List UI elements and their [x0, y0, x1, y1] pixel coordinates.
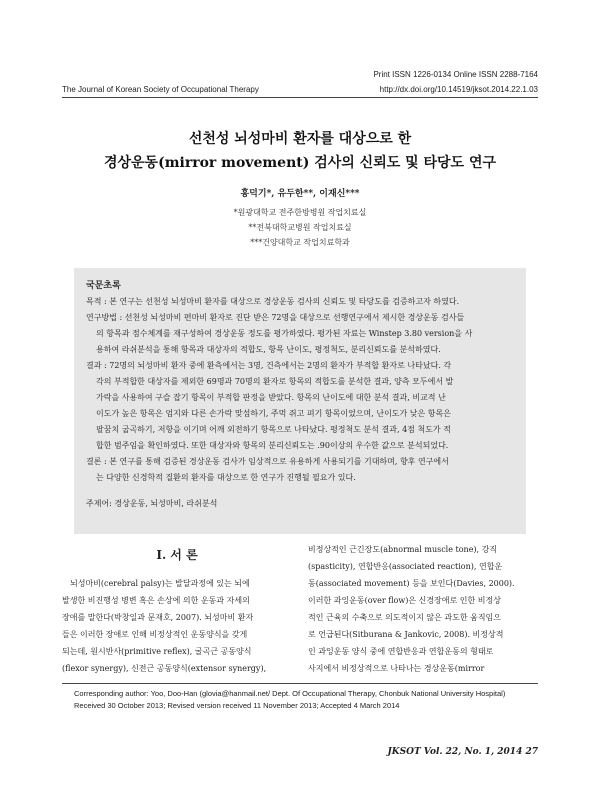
body-line: 되는데, 원시반사(primitive reflex), 굴곡근 공동양식 — [62, 647, 252, 656]
abstract-line: 연구방법 : 선천성 뇌성마비 편마비 환자로 진단 받은 72명을 대상으로 선행연구에서 제시한 경상운동 검사들 — [86, 313, 465, 322]
affiliation-1: *원광대학교 전주한방병원 작업치료실 — [233, 208, 367, 217]
abstract-line: 결론 : 본 연구를 통해 검증된 경상운동 검사가 임상적으로 유용하게 사용되기를 기대하며, 향후 연구에서 — [86, 457, 449, 466]
body-line: 뇌성마비(cerebral palsy)는 발달과정에 있는 뇌에 — [70, 579, 250, 588]
corresponding-author: Corresponding author: Yoo, Doo-Han (glovia@hanmail.net/ Dept. Of Occupational Therapy, Chonbuk National University Hospital) — [74, 689, 506, 698]
right-column — [308, 541, 538, 677]
body-line: 들은 이러한 장애로 인해 비정상적인 운동양식을 갖게 — [62, 630, 248, 639]
abstract-line: 각의 부적합한 대상자를 제외한 69명과 70명의 환자로 항목의 적합도를 분석한 결과, 양측 모두에서 발 — [96, 377, 454, 386]
abstract-line: 목적 : 본 연구는 선천성 뇌성마비 환자를 대상으로 경상운동 검사의 신뢰도 및 타당도를 검증하고자 하였다. — [86, 297, 460, 306]
abstract-line: 용하여 라쉬분석을 통해 항목과 대상자의 적합도, 항목 난이도, 평정척도, 분리신뢰도를 분석하였다. — [96, 345, 441, 354]
body-line: 이러한 과잉운동(over flow)은 신경장애로 인한 비정상 — [308, 596, 501, 605]
body-line: 발생한 비진행성 병변 혹은 손상에 의한 운동과 자세의 — [62, 596, 250, 605]
body-line: 동(associated movement) 등을 보인다(Davies, 2000). — [308, 579, 515, 588]
author-list: 홍덕기*, 유두한**, 이재신*** — [240, 189, 360, 199]
affiliation-2: **전북대학교병원 작업치료실 — [248, 223, 352, 232]
body-line: (flexor synergy), 신전근 공동양식(extensor synergy), — [62, 664, 267, 673]
affiliation-3: ***건양대학교 작업치료학과 — [250, 238, 350, 247]
abstract-line: 합한 범주임을 확인하였다. 또한 대상자와 항목의 분리신뢰도는 .90이상의 우수한 값으로 분석되었다. — [96, 441, 449, 450]
title-line-2: 경상운동(mirror movement) 검사의 신뢰도 및 타당도 연구 — [103, 155, 497, 171]
header-rule — [62, 97, 538, 98]
body-line: (spasticity), 연합반응(associated reaction), 연합운 — [308, 562, 503, 571]
body-line: 장애를 말한다(박창일과 문재호, 2007). 뇌성마비 환자 — [62, 613, 254, 622]
left-column — [62, 575, 292, 677]
abstract-line: 이도가 높은 항목은 엄지와 다른 손가락 맞섬하기, 주먹 쥐고 펴기 항목이었으며, 난이도가 낮은 항목은 — [96, 409, 451, 418]
footer-rule — [62, 683, 538, 684]
body-line: 로 언급된다(Sitburana & Jankovic, 2008). 비정상적 — [308, 630, 504, 639]
keywords: 주제어: 경상운동, 뇌성마비, 라쉬분석 — [86, 499, 218, 508]
body-line: 적인 근육의 수축으로 의도적이지 않은 과도한 움직임으 — [308, 613, 501, 622]
doi-link[interactable]: http://dx.doi.org/10.14519/jksot.2014.22.1.03 — [379, 85, 538, 94]
abstract-heading: 국문초록 — [86, 281, 121, 291]
abstract-line: 가락을 사용하여 구슬 잡기 항목이 부적합 판정을 받았다. 항목의 난이도에 대한 분석 결과, 비교적 난 — [96, 393, 446, 402]
abstract-line: 결과 : 72명의 뇌성마비 환자 중에 환측에서는 3명, 건측에서는 2명의 환자가 부적합 환자로 나타났다. 각 — [86, 361, 452, 370]
journal-name: The Journal of Korean Society of Occupational Therapy — [62, 85, 259, 94]
body-line: 사지에서 비정상적으로 나타나는 경상운동(mirror — [308, 664, 485, 673]
issn-line: Print ISSN 1226-0134 Online ISSN 2288-7164 — [373, 70, 538, 79]
journal-reference: JKSOT Vol. 22, No. 1, 2014 27 — [387, 747, 538, 757]
title-line-1: 선천성 뇌성마비 환자를 대상으로 한 — [188, 131, 412, 147]
body-line: 인 과잉운동 양식 중에 연합반응과 연합운동의 형태로 — [308, 647, 494, 656]
abstract-line: 의 항목과 점수체계를 재구성하여 경상운동 정도를 평가하였다. 평가된 자료는 Winstep 3.80 version을 사 — [96, 329, 473, 338]
abstract-line: 팔꿈치 굽곡하기, 저항을 이기며 어깨 외전하기 항목으로 나타났다. 평정척도 분석 결과, 4점 척도가 적 — [96, 425, 451, 434]
received-dates: Received 30 October 2013; Revised version received 11 November 2013; Accepted 4 March 2014 — [74, 701, 400, 710]
section-heading: Ⅰ. 서 론 — [156, 548, 198, 562]
body-line: 비정상적인 근긴장도(abnormal muscle tone), 강직 — [308, 545, 498, 554]
abstract-line: 는 다양한 신경학적 질환의 환자를 대상으로 한 연구가 진행될 필요가 있다. — [96, 473, 356, 482]
